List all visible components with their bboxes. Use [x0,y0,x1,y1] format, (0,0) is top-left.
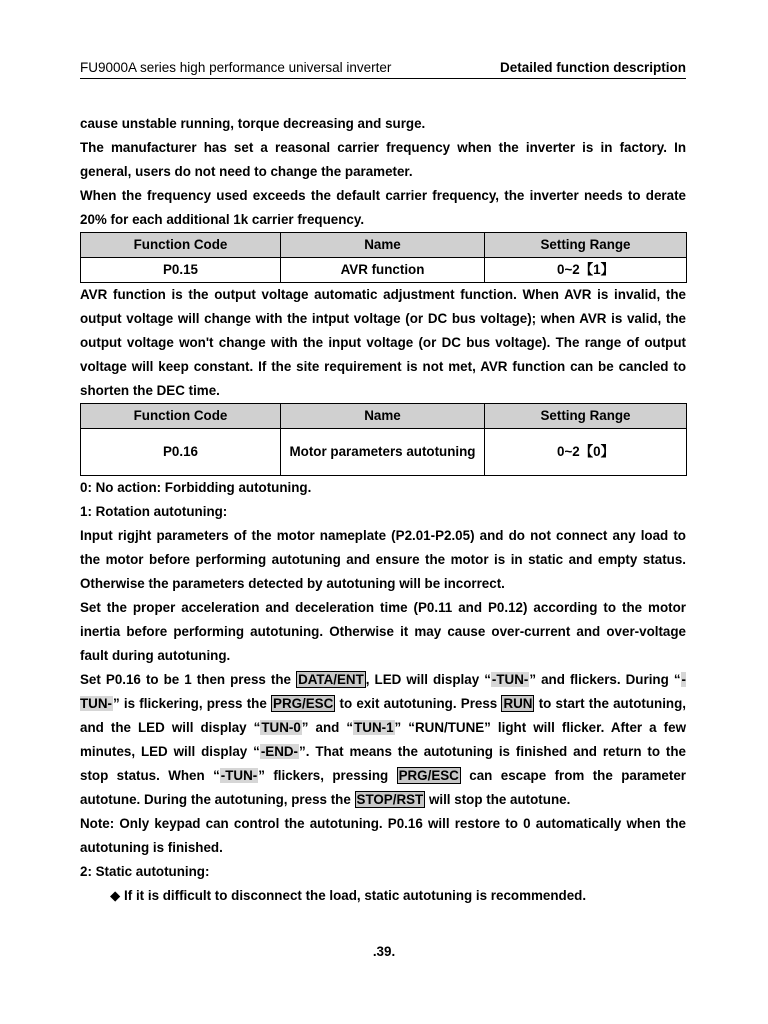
function-table-p015 [80,232,687,283]
cell-name: Motor parameters autotuning [281,429,485,476]
key-stop-rst: STOP/RST [356,792,424,807]
page-body [80,112,686,908]
function-table-p016 [80,403,687,476]
led-display-end: -END- [260,744,299,759]
option-rotation-autotuning: 1: Rotation autotuning: [80,504,228,519]
diamond-bullet-icon: ◆ [110,888,121,903]
text-run: will stop the autotune. [425,792,571,807]
paragraph-carrier-effect: cause unstable running, torque decreasing and surge. [80,116,426,131]
cell-name: AVR function [281,258,485,283]
header-name: Name [281,404,485,429]
option-no-action: 0: No action: Forbidding autotuning. [80,480,312,495]
option-static-autotuning: 2: Static autotuning: [80,864,210,879]
text-run: ” flickers, pressing [258,768,397,783]
text-run: , LED will display “ [365,672,491,687]
paragraph-carrier-factory: The manufacturer has set a reasonal carrier frequency when the inverter is in factory. In general, users do not need to change the parameter. [80,140,686,179]
header-function-code: Function Code [81,404,281,429]
cell-setting-range: 0~2【0】 [485,429,687,476]
header-name: Name [281,233,485,258]
key-prg-esc: PRG/ESC [273,696,334,711]
table-row [81,258,687,283]
bullet-text: If it is difficult to disconnect the load, static autotuning is recommended. [124,888,587,903]
key-data-ent: DATA/ENT [298,672,364,687]
led-display-tun-0: TUN-0 [261,720,301,735]
header-function-code: Function Code [81,233,281,258]
note-keypad-only: Note: Only keypad can control the autotuning. P0.16 will restore to 0 automatically when the autotuning is finished. [80,816,686,855]
table-header-row [81,233,687,258]
page-header [80,58,686,79]
paragraph-autotune-procedure [80,668,686,812]
led-display-tun: -TUN- [220,768,258,783]
text-run: ” and “ [301,720,354,735]
page-number: .39. [372,944,396,959]
table-row [81,429,687,476]
text-run: to start the autotuning, and the LED will display “ [80,696,686,735]
text-run: to exit autotuning. Press [335,696,502,711]
text-run: ”. That means the autotuning is finished and return to the stop status. When “ [80,744,687,783]
paragraph-carrier-derate: When the frequency used exceeds the default carrier frequency, the inverter needs to derate 20% for each additional 1k carrier frequency. [80,188,686,227]
text-run: ” is flickering, press the [112,696,272,711]
text-run: Set P0.16 to be 1 then press the [80,672,297,687]
key-prg-esc: PRG/ESC [398,768,459,783]
paragraph-acc-dec-time: Set the proper acceleration and deceleration time (P0.11 and P0.12) according to the motor inertia before performing autotuning. Otherwise it may cause over-current and over-voltage fault during autotuning. [80,600,686,663]
header-series-title: FU9000A series high performance universal inverter [80,60,392,75]
paragraph-avr-description: AVR function is the output voltage automatic adjustment function. When AVR is invalid, the output voltage will change with the intput voltage (or DC bus voltage); when AVR is valid, the output voltage won't change with the input voltage (or DC bus voltage). The range of output voltage will keep constant. If the site requirement is not met, AVR function can be cancled to shorten the DEC time. [80,287,686,398]
header-setting-range: Setting Range [485,233,687,258]
cell-function-code: P0.15 [81,258,281,283]
header-setting-range: Setting Range [485,404,687,429]
text-run: can escape from the parameter autotune. During the autotuning, press the [80,768,686,807]
cell-function-code: P0.16 [81,429,281,476]
led-display-tun-1: TUN-1 [354,720,394,735]
paragraph-nameplate-input: Input rigjht parameters of the motor nameplate (P2.01-P2.05) and do not connect any load to the motor before performing autotuning and ensure the motor is in static and empty status. Otherwise the parameters detected by autotuning will be incorrect. [80,528,686,591]
cell-setting-range: 0~2【1】 [485,258,687,283]
bullet-static-recommended [80,884,686,908]
led-display-tun: -TUN- [491,672,529,687]
header-section-title: Detailed function description [499,60,686,75]
key-run: RUN [503,696,533,711]
text-run: ” and flickers. During “ [529,672,681,687]
led-display-tun: -TUN- [80,672,686,711]
table-header-row [81,404,687,429]
text-run: ” “RUN/TUNE” light will flicker. After a few minutes, LED will display “ [80,720,686,759]
